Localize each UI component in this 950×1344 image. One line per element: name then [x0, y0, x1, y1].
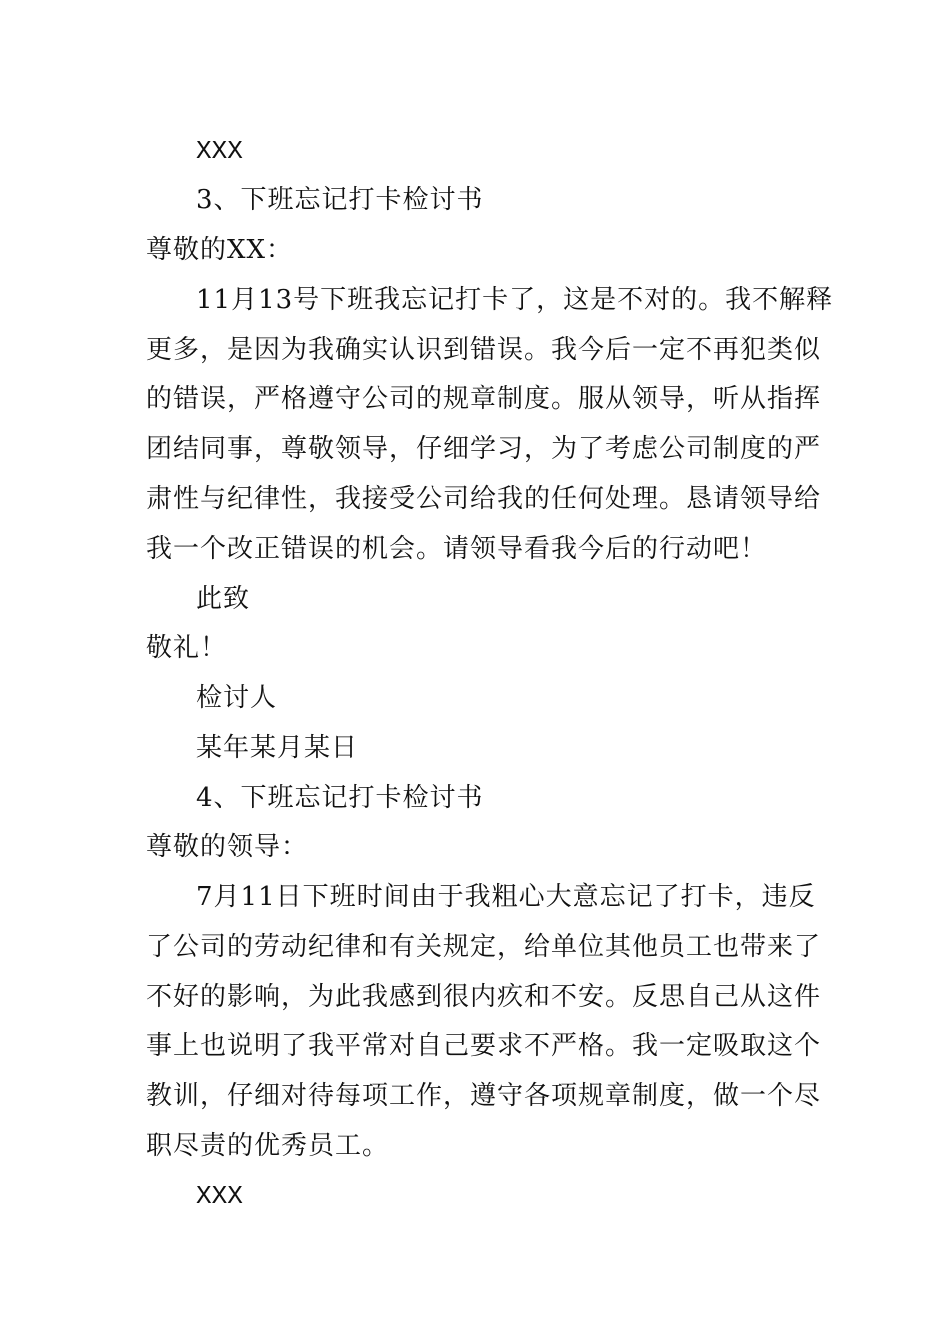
letter3-body-line: 我一个改正错误的机会。请领导看我今后的行动吧！ [146, 534, 768, 564]
letter3-body-line: 团结同事，尊敬领导，仔细学习，为了考虑公司制度的严 [146, 434, 822, 464]
letter3-salutation: 尊敬的XX： [146, 235, 294, 265]
letter3-body-line: 的错误，严格遵守公司的规章制度。服从领导，听从指挥 [146, 384, 822, 414]
letter4-body-line: 不好的影响，为此我感到很内疚和不安。反思自己从这件 [146, 982, 822, 1012]
letter4-heading: 4、下班忘记打卡检讨书 [196, 783, 484, 813]
letter3-closing-1: 此致 [196, 584, 251, 614]
letter4-salutation: 尊敬的领导： [146, 832, 309, 862]
letter4-signature: XXX [196, 1181, 243, 1211]
signature-top: XXX [196, 136, 243, 166]
letter3-body-line: 更多，是因为我确实认识到错误。我今后一定不再犯类似 [146, 335, 822, 365]
letter4-body-line: 教训，仔细对待每项工作，遵守各项规章制度，做一个尽 [146, 1081, 822, 1111]
letter4-body-line: 事上也说明了我平常对自己要求不严格。我一定吸取这个 [146, 1031, 822, 1061]
letter3-body-line: 11月13号下班我忘记打卡了，这是不对的。我不解释 [196, 285, 834, 315]
letter3-body-line: 肃性与纪律性，我接受公司给我的任何处理。恳请领导给 [146, 484, 822, 514]
letter4-body-line: 了公司的劳动纪律和有关规定，给单位其他员工也带来了 [146, 932, 822, 962]
letter3-date: 某年某月某日 [196, 733, 359, 763]
letter3-heading: 3、下班忘记打卡检讨书 [196, 185, 484, 215]
letter3-closing-2: 敬礼！ [146, 633, 228, 663]
letter4-body-line: 7月11日下班时间由于我粗心大意忘记了打卡，违反 [196, 882, 816, 912]
letter4-body-line: 职尽责的优秀员工。 [146, 1131, 390, 1161]
letter3-signer: 检讨人 [196, 683, 278, 713]
